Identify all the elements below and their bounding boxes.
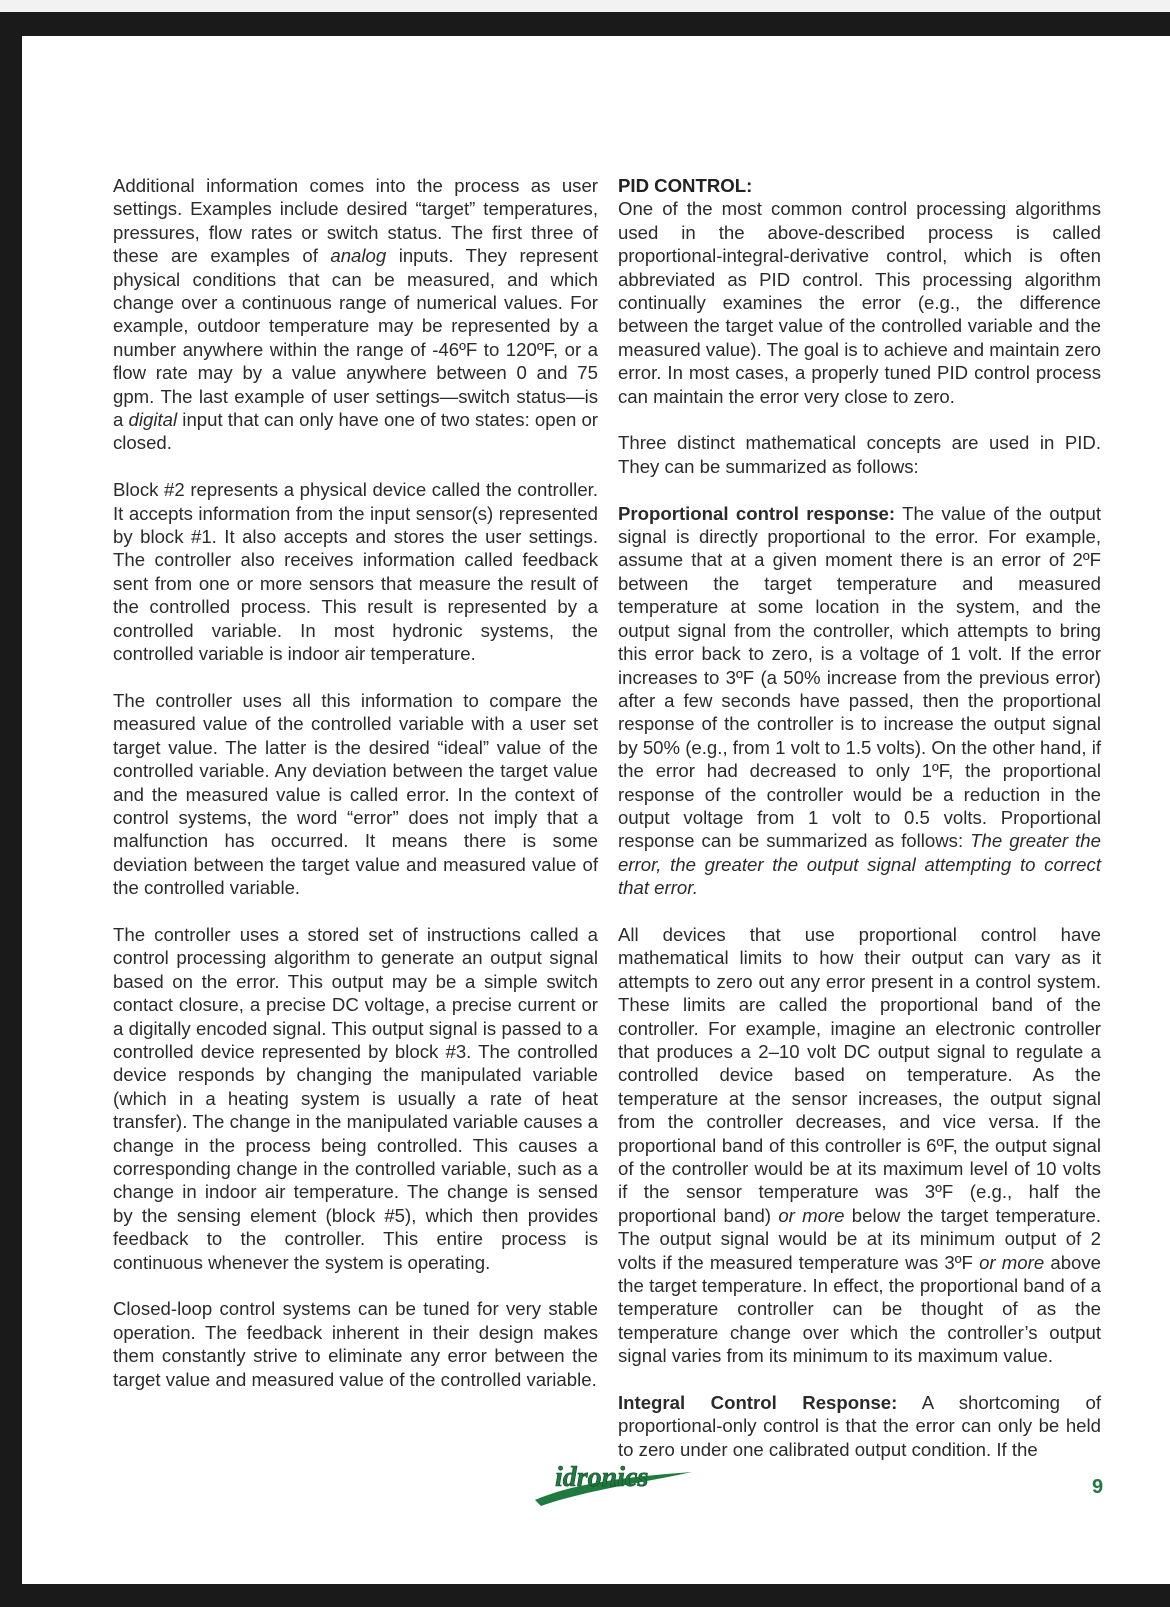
right-column bbox=[618, 174, 1101, 1485]
document-page bbox=[22, 36, 1170, 1584]
idronics-logo bbox=[527, 1454, 697, 1514]
page-number: 9 bbox=[1092, 1476, 1104, 1498]
paragraph-proportional-band: All devices that use proportional control have mathematical limits to how their output can vary as it attempts to zero out any error present in a control system. These limits are called the proportional band of the controller. For example, imagine an electronic controller that produces a 2–10 volt DC output signal to regulate a controlled device based on temperature. As the temperature at the sensor increases, the output signal from the controller decreases, and vice versa. If the proportional band of this controller is 6ºF, the output signal of the controller would be at its maximum level of 10 volts if the sensor temperature was 3ºF (e.g., half the proportional band) or more below the target temperature. The output signal would be at its minimum output of 2 volts if the measured temperature was 3ºF or more above the target temperature. In effect, the proportional band of a temperature controller can be thought of as the temperature change over which the controller’s output signal varies from its minimum to its maximum value. bbox=[618, 923, 1102, 1367]
logo-text: idronics bbox=[555, 1462, 649, 1493]
paragraph-output-signal: The controller uses a stored set of instructions called a control processing algorithm to generate an output signal based on the error. This output may be a simple switch contact closure, a precise DC voltage, a precise current or a digitally encoded signal. This output signal is passed to a controlled device represented by block #3. The controlled device responds by changing the manipulated variable (which in a heating system is usually a rate of heat transfer). The change in the manipulated variable causes a change in the process being controlled. This causes a corresponding change in the controlled variable, such as a change in indoor air temperature. The change is sensed by the sensing element (block #5), which then provides feedback to the controller. This entire process is continuous whenever the system is operating. bbox=[113, 923, 598, 1273]
paragraph-closed-loop: Closed-loop control systems can be tuned for very stable operation. The feedback inherent in their design makes them constantly strive to eliminate any error between the target value and measured value of the controlled variable. bbox=[113, 1298, 598, 1390]
paragraph-user-settings: Additional information comes into the process as user settings. Examples include desired “target” temperatures, pressures, flow rates or switch status. The first three of these are examples of analog inputs. They represent physical conditions that can be measured, and which change over a continuous range of numerical values. For example, outdoor temperature may be represented by a number anywhere within the range of -46ºF to 120ºF, or a flow rate may by a value anywhere between 0 and 75 gpm. The last example of user settings—switch status—is a digital input that can only have one of two states: open or closed. bbox=[113, 175, 598, 454]
paragraph-integral: Integral Control Response: A shortcoming of proportional-only control is that the error can only be held to zero under one calibrated output condition. If the bbox=[618, 1392, 1101, 1460]
paragraph-block-2: Block #2 represents a physical device called the controller. It accepts information from the input sensor(s) represented by block #1. It also accepts and stores the user settings. The controller also receives information called feedback sent from one or more sensors that measure the result of the controlled process. This result is represented by a controlled variable. In most hydronic systems, the controlled variable is indoor air temperature. bbox=[113, 479, 598, 665]
paragraph-pid-intro: One of the most common control processing algorithms used in the above-described process is called proportional-integral-derivative control, which is often abbreviated as PID control. This processing algorithm continually examines the error (e.g., the difference between the target value of the controlled variable and the measured value). The goal is to achieve and maintain zero error. In most cases, a properly tuned PID control process can maintain the error very close to zero. bbox=[618, 198, 1101, 407]
section-heading-pid: PID CONTROL: bbox=[618, 175, 753, 196]
top-bar bbox=[0, 0, 1170, 12]
paragraph-three-concepts: Three distinct mathematical concepts are used in PID. They can be summarized as follows: bbox=[618, 432, 1101, 477]
paragraph-proportional: Proportional control response: The value of the output signal is directly proportional to the error. For example, assume that at a given moment there is an error of 2ºF between the target temperature and measured temperature at some location in the system, and the output signal from the controller, which attempts to bring this error back to zero, is a voltage of 1 volt. If the error increases to 3ºF (a 50% increase from the previous error) after a few seconds have passed, then the proportional response of the controller is to increase the output signal by 50% (e.g., from 1 volt to 1.5 volts). On the other hand, if the error had decreased to only 1ºF, the proportional response of the controller would be a reduction in the output voltage from 1 volt to 0.5 volts. Proportional response can be summarized as follows: The greater the error, the greater the output signal attempting to correct that error. bbox=[618, 502, 1101, 899]
paragraph-error: The controller uses all this information to compare the measured value of the controlled variable with a user set target value. The latter is the desired “ideal” value of the controlled variable. Any deviation between the target value and the measured value is called error. In the context of control systems, the word “error” does not imply that a malfunction has occurred. It means there is some deviation between the target value and measured value of the controlled variable. bbox=[113, 689, 598, 899]
left-column bbox=[113, 174, 598, 1414]
